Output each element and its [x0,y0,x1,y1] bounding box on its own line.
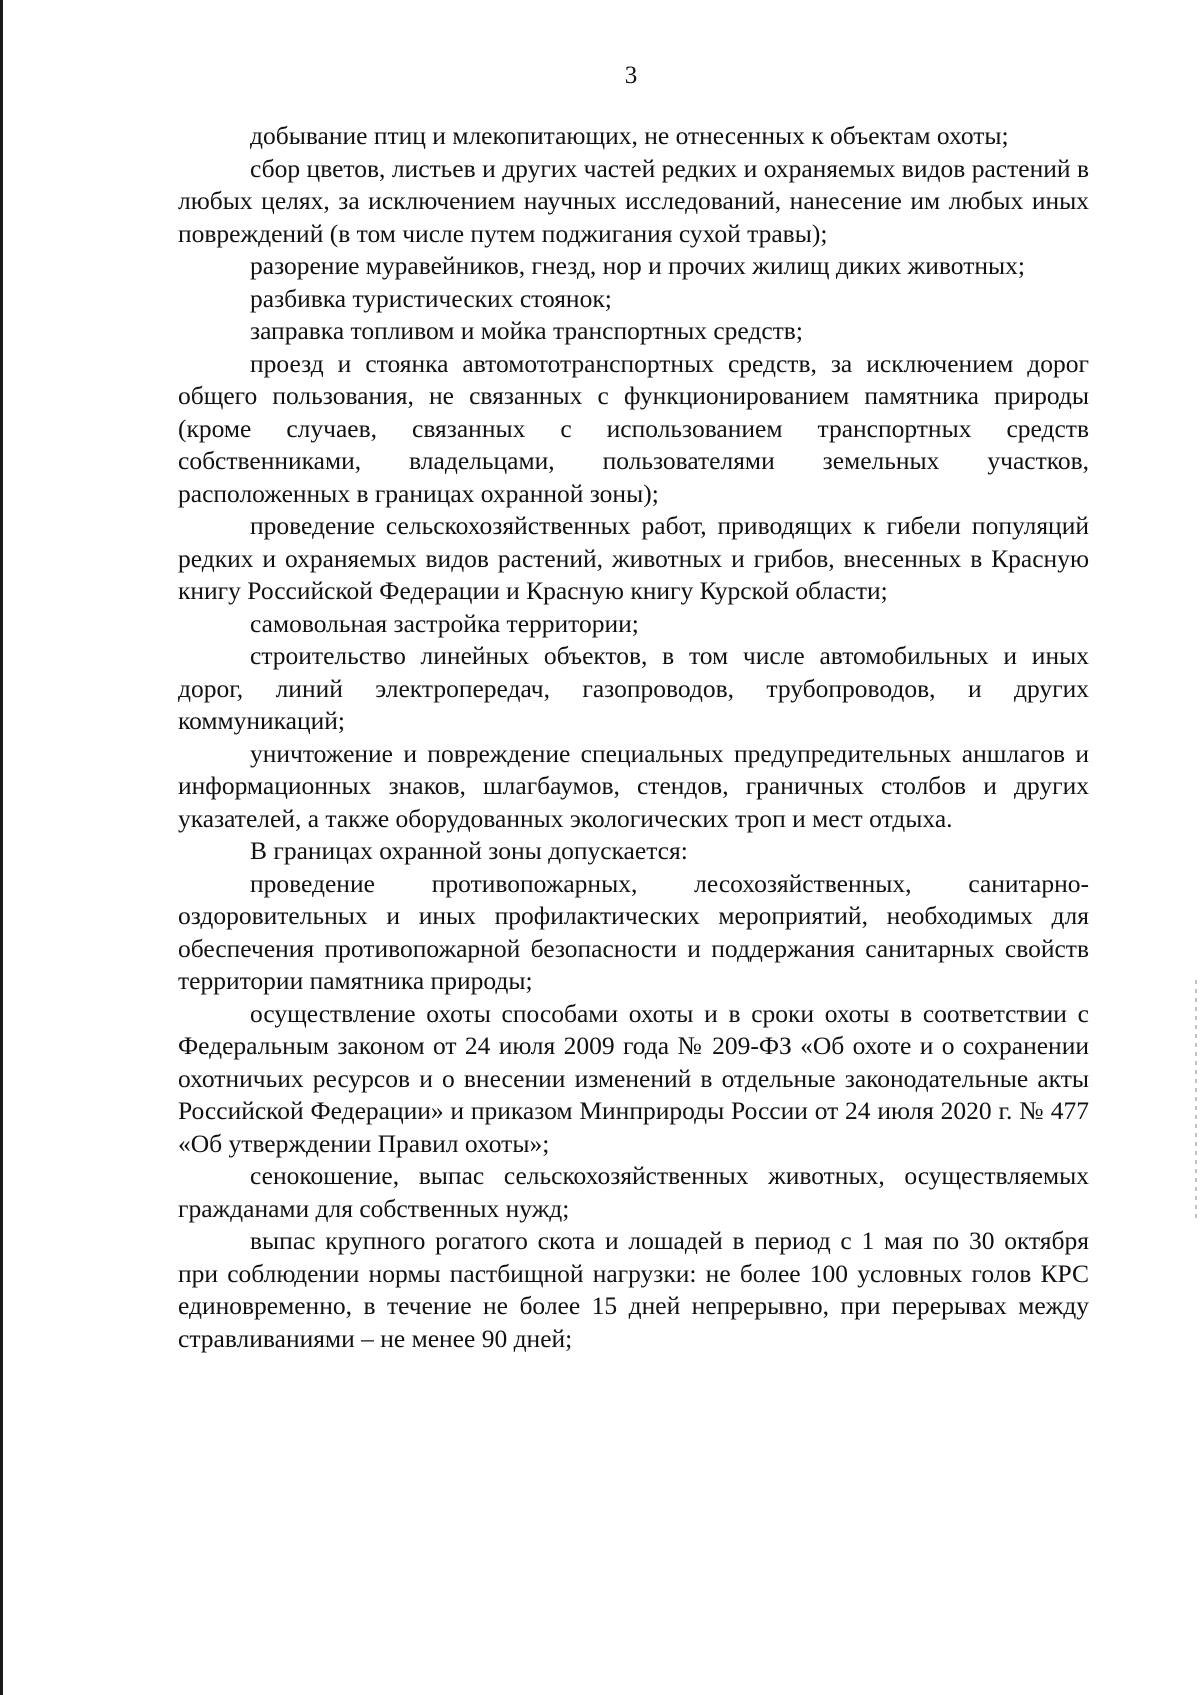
paragraph-nest-destruction: разорение муравейников, гнезд, нор и прочих жилищ диких животных; [250,251,1025,280]
paragraph-tourist-camps: разбивка туристических стоянок; [250,283,612,313]
paragraph-linear-objects: строительство линейных объектов, в том числе автомобильных и иных дорог, линий электропередач, газопроводов, трубопроводов, и других коммуникаций; [178,641,1089,735]
paragraph-hunting-birds: добывание птиц и млекопитающих, не отнесенных к объектам охоты; [250,121,1009,150]
page-number: 3 [624,62,638,89]
paragraph-plant-collection: сбор цветов, листьев и других частей редких и охраняемых видов растений в любых целях, за исключением научных исследований, нанесение им любых иных повреждений (в том числе путем поджигания сухой травы); [178,153,1089,248]
paragraph-fire-prevention: проведение противопожарных, лесохозяйственных, санитарно-оздоровительных и иных профилактических мероприятий, необходимых для обеспечения противопожарной безопасности и поддержания санитарных свойств территории памятника природы; [178,868,1089,995]
paragraph-signs-damage: уничтожение и повреждение специальных предупредительных аншлагов и информационных знаков, шлагбаумов, стендов, граничных столбов и других указателей, а также оборудованных экологических троп и мест отдыха. [178,738,1089,833]
paragraph-hunting-permitted: осуществление охоты способами охоты и в сроки охоты в соответствии с Федеральным законом от 24 июля 2009 года № 209-ФЗ «Об охоте и о сохранении охотничьих ресурсов и о внесении изменений в отдельные законодательные акты Российской Федерации» и приказом Минприроды России от 24 июля 2020 г. № 477 «Об утверждении Правил охоты»; [178,998,1089,1158]
paragraph-unauthorized-building: самовольная застройка территории; [250,608,639,638]
document-body [178,120,1089,1355]
scan-border-left [0,0,3,1695]
paragraph-permitted-heading: В границах охранной зоны допускается: [250,836,688,865]
scan-artifact-right [1195,980,1197,1220]
paragraph-cattle-grazing: выпас крупного рогатого скота и лошадей в период с 1 мая по 30 октября при соблюдении нормы пастбищной нагрузки: не более 100 условных голов КРС единовременно, в течение не более 15 дней непрерывно, при перерывах между стравливаниями – не менее 90 дней; [178,1226,1089,1353]
paragraph-refueling: заправка топливом и мойка транспортных средств; [250,316,803,345]
paragraph-haymaking: сенокошение, выпас сельскохозяйственных животных, осуществляемых гражданами для собственных нужд; [178,1161,1089,1223]
paragraph-vehicle-traffic: проезд и стоянка автомототранспортных средств, за исключением дорог общего пользования, не связанных с функционированием памятника природы (кроме случаев, связанных с использованием транспортных средств собственниками, владельцами, пользователями земельных участков, расположенных в границах охранной зоны); [178,348,1089,508]
paragraph-agricultural-work: проведение сельскохозяйственных работ, приводящих к гибели популяций редких и охраняемых видов растений, животных и грибов, внесенных в Красную книгу Российской Федерации и Красную книгу Курской области; [178,511,1089,605]
